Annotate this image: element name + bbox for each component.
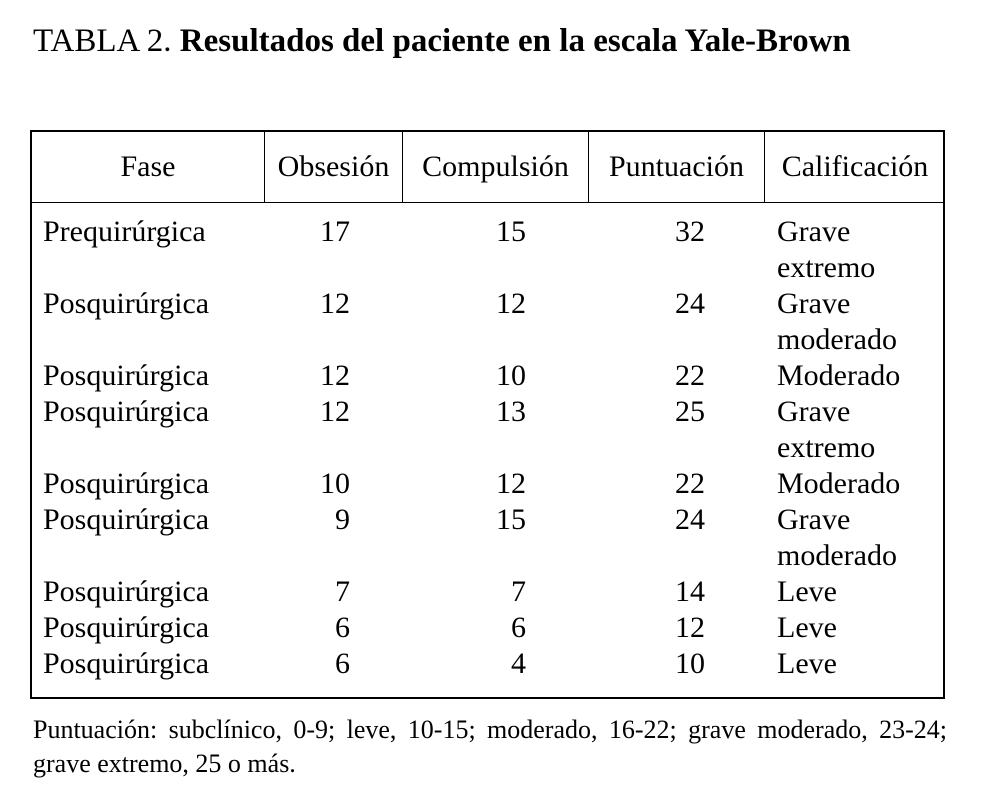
table-number: TABLA 2. — [33, 23, 172, 59]
cell-compulsion: 15 — [496, 215, 526, 248]
cell-obsesion: 6 — [335, 647, 350, 680]
cell-puntuacion: 22 — [675, 359, 705, 392]
cell-puntuacion: 12 — [675, 611, 705, 644]
cell-calificacion: Grave moderado — [777, 503, 897, 572]
cell-fase: Posquirúrgica — [43, 467, 210, 500]
cell-compulsion: 12 — [496, 287, 526, 320]
cell-fase: Posquirúrgica — [43, 395, 210, 428]
cell-compulsion: 12 — [496, 467, 526, 500]
cell-calificacion: Leve — [777, 575, 837, 608]
cell-calificacion: Leve — [777, 611, 837, 644]
cell-puntuacion: 25 — [675, 395, 705, 428]
cell-calificacion: Grave moderado — [777, 287, 897, 356]
cell-compulsion: 4 — [511, 647, 526, 680]
table-title — [33, 22, 953, 60]
cell-compulsion: 6 — [511, 611, 526, 644]
cell-fase: Posquirúrgica — [43, 503, 210, 536]
cell-fase: Posquirúrgica — [43, 287, 210, 320]
header-calificacion: Calificación — [781, 150, 929, 183]
cell-puntuacion: 24 — [675, 287, 705, 320]
table-caption: Resultados del paciente en la escala Yale-Brown — [179, 23, 851, 59]
cell-fase: Posquirúrgica — [43, 359, 210, 392]
cell-obsesion: 9 — [335, 503, 350, 536]
cell-puntuacion: 14 — [675, 575, 705, 608]
cell-puntuacion: 10 — [675, 647, 705, 680]
results-table — [30, 130, 945, 699]
cell-obsesion: 7 — [335, 575, 350, 608]
cell-calificacion: Grave extremo — [777, 395, 876, 464]
header-obsesion: Obsesión — [277, 150, 390, 183]
cell-compulsion: 7 — [511, 575, 526, 608]
cell-fase: Posquirúrgica — [43, 611, 210, 644]
table-header-row — [32, 132, 943, 203]
cell-fase: Posquirúrgica — [43, 647, 210, 680]
cell-obsesion: 12 — [320, 359, 350, 392]
cell-calificacion: Leve — [777, 647, 837, 680]
table-footnote: Puntuación: subclínico, 0-9; leve, 10-15; moderado, 16-22; grave moderado, 23-24; grave extremo, 25 o más. — [33, 715, 947, 778]
cell-calificacion: Moderado — [777, 359, 901, 392]
header-compulsion: Compulsión — [422, 150, 569, 183]
cell-compulsion: 10 — [496, 359, 526, 392]
cell-obsesion: 10 — [320, 467, 350, 500]
header-fase: Fase — [120, 150, 176, 183]
header-puntuacion: Puntuación — [609, 150, 744, 183]
cell-puntuacion: 24 — [675, 503, 705, 536]
cell-obsesion: 17 — [320, 215, 350, 248]
cell-compulsion: 13 — [496, 395, 526, 428]
cell-puntuacion: 32 — [675, 215, 705, 248]
cell-fase: Posquirúrgica — [43, 575, 210, 608]
cell-obsesion: 12 — [320, 287, 350, 320]
cell-obsesion: 12 — [320, 395, 350, 428]
cell-compulsion: 15 — [496, 503, 526, 536]
cell-obsesion: 6 — [335, 611, 350, 644]
cell-calificacion: Grave extremo — [777, 215, 876, 284]
cell-fase: Prequirúrgica — [43, 215, 206, 248]
cell-calificacion: Moderado — [777, 467, 901, 500]
cell-puntuacion: 22 — [675, 467, 705, 500]
